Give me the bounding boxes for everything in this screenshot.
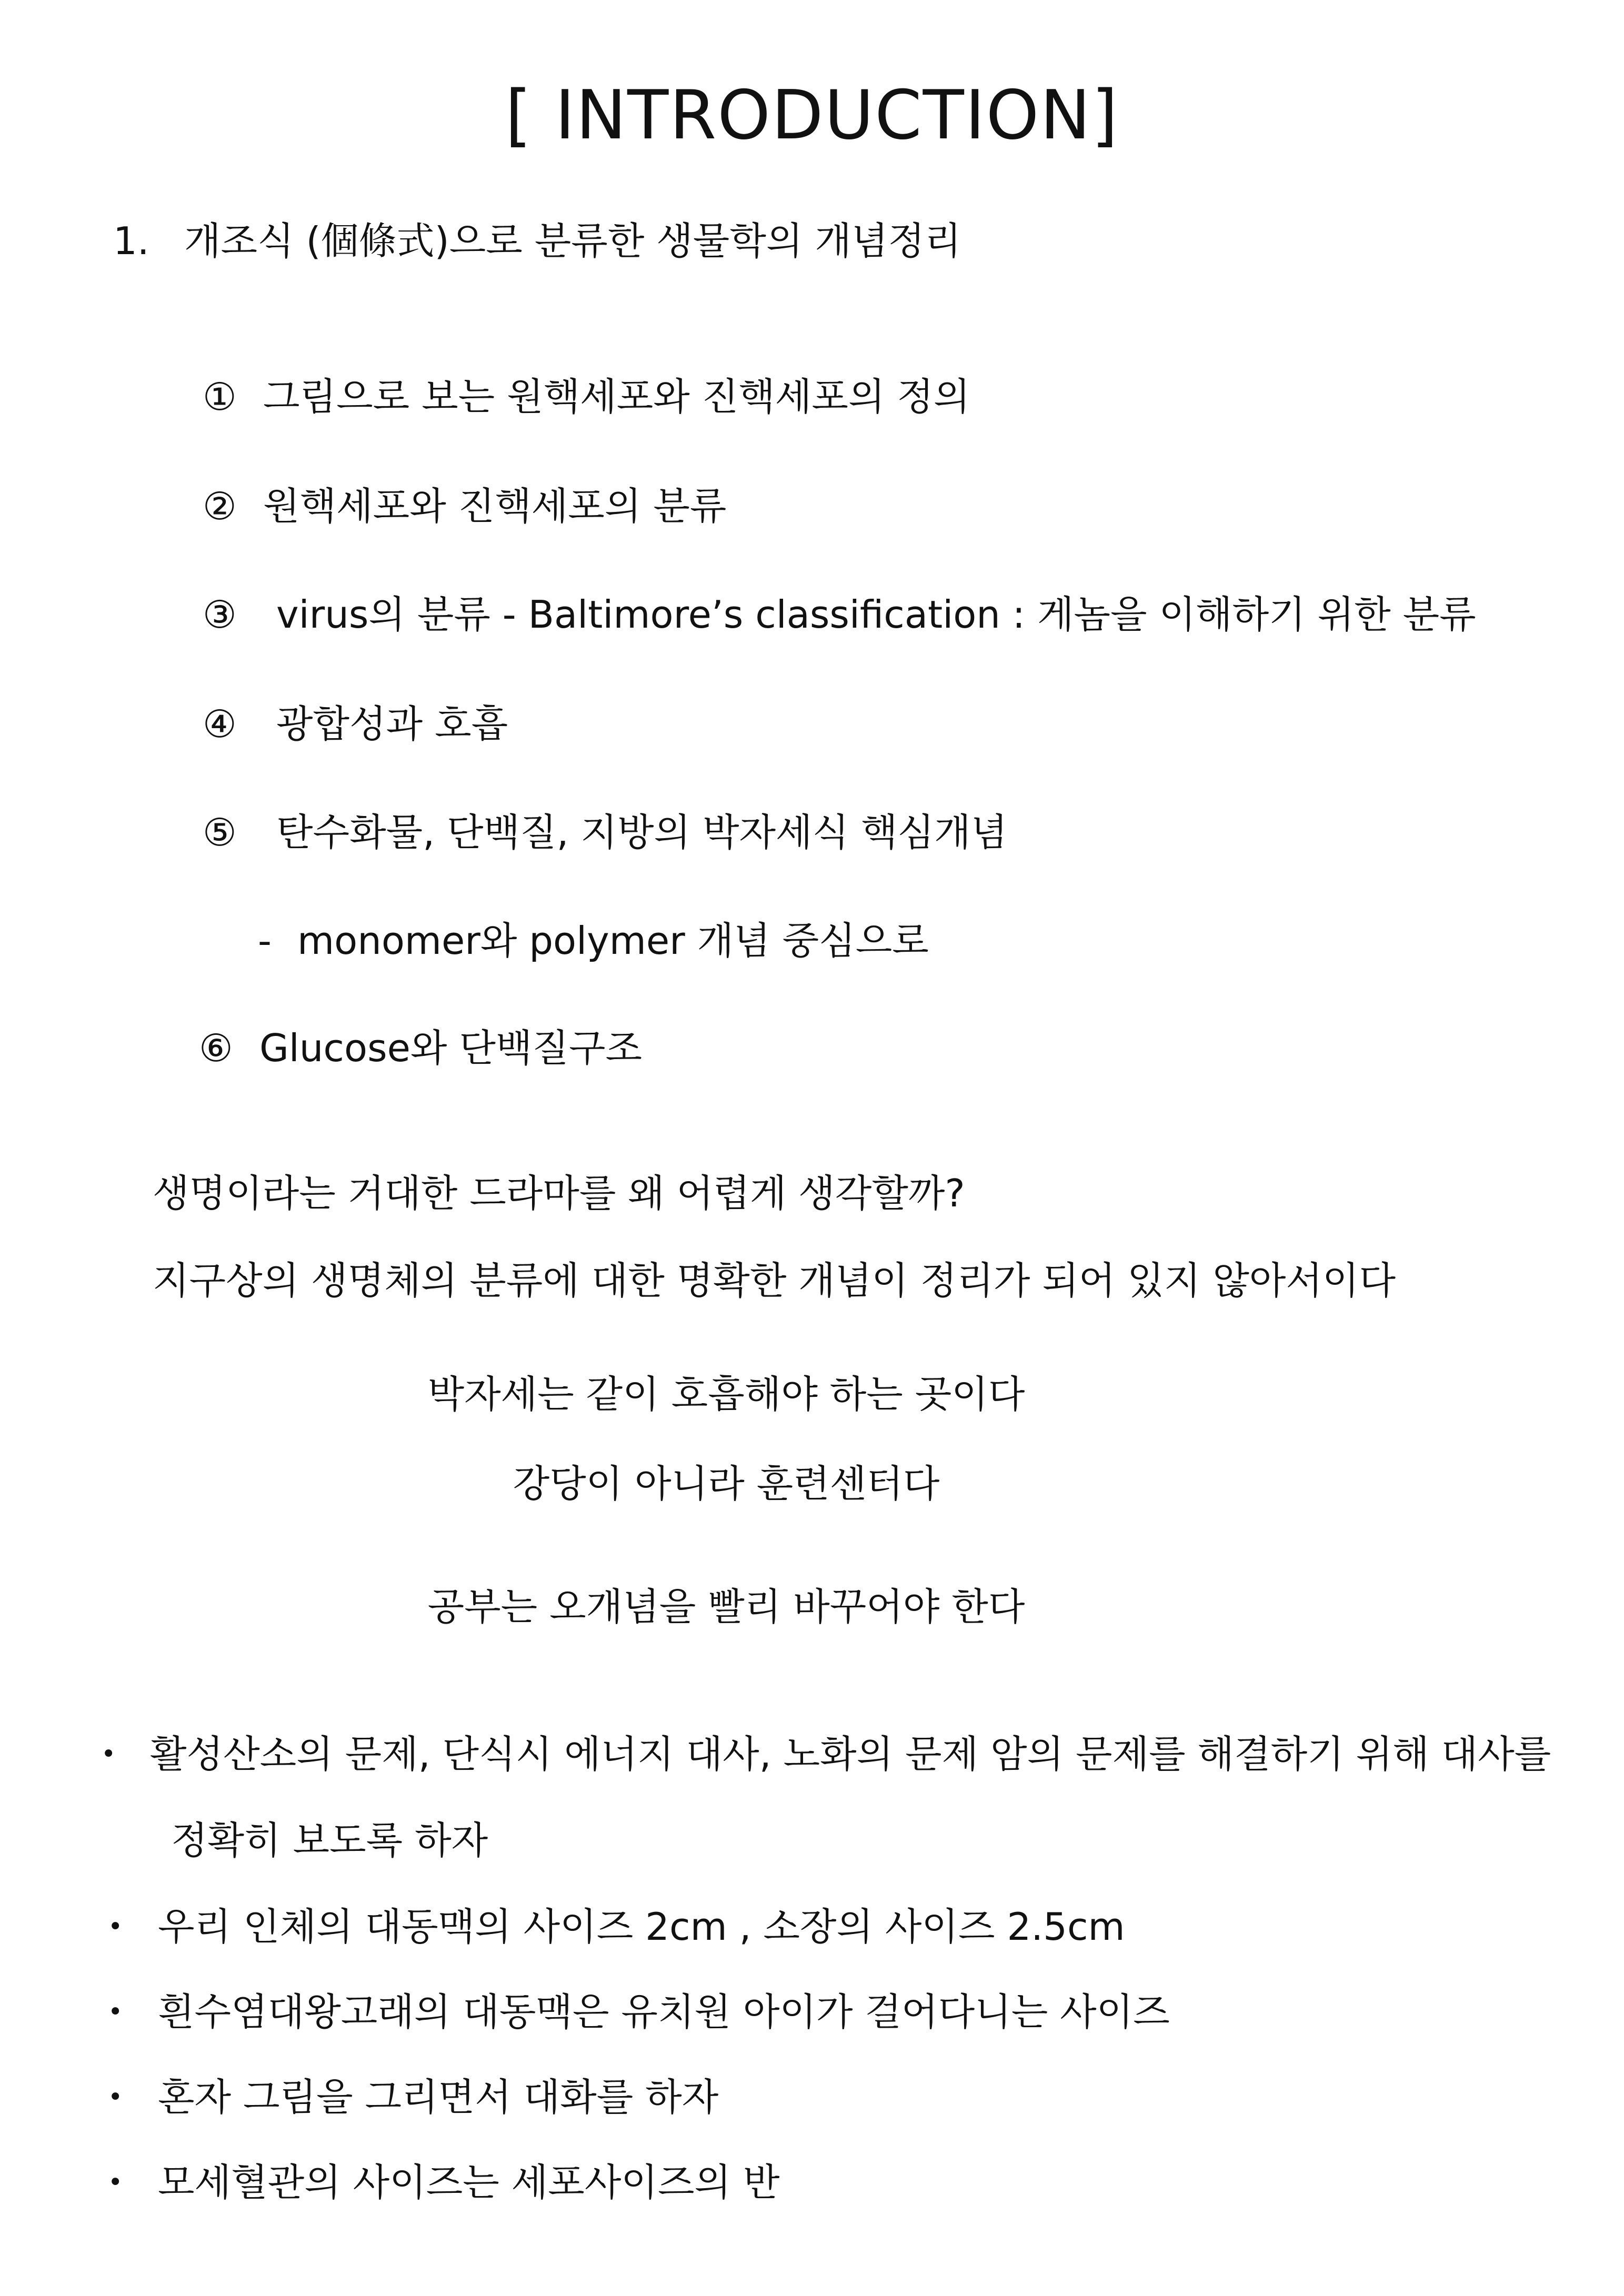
item-marker: ④ <box>203 702 237 746</box>
centered-statement: 공부는 오개념을 빨리 바꾸어야 한다 <box>427 1585 1025 1629</box>
list-item <box>203 370 970 423</box>
paragraph-line: 생명이라는 거대한 드라마를 왜 어렵게 생각할까? <box>153 1171 965 1215</box>
item-text: 탄수화물, 단백질, 지방의 박자세식 핵심개념 <box>276 810 1008 854</box>
bullet-text: 혼자 그림을 그리면서 대화를 하자 <box>158 2075 719 2119</box>
item-marker: ⑥ <box>199 1026 233 1070</box>
sub-item-marker: - <box>258 919 272 963</box>
paragraph-line: 지구상의 생명체의 분류에 대한 명확한 개념이 정리가 되어 있지 않아서이다 <box>153 1258 1396 1303</box>
centered-statement: 박자세는 같이 호흡해야 하는 곳이다 <box>427 1372 1025 1416</box>
bullet-text: 활성산소의 문제, 단식시 에너지 대사, 노화의 문제 암의 문제를 해결하기 위해 대사를 <box>150 1732 1551 1776</box>
list-item <box>203 806 1007 859</box>
item-marker: ② <box>203 484 237 528</box>
item-text: 광합성과 호흡 <box>276 702 508 746</box>
sub-item <box>258 914 929 967</box>
bullet-dot: • <box>108 2168 123 2197</box>
centered-statement: 강당이 아니라 훈련센터다 <box>513 1462 940 1506</box>
page-title: [ INTRODUCTION] <box>505 76 1119 155</box>
bullet-text: 흰수염대왕고래의 대동맥은 유치원 아이가 걸어다니는 사이즈 <box>158 1990 1170 2034</box>
section-number: 1. <box>113 219 149 263</box>
sub-item-text: monomer와 polymer 개념 중심으로 <box>297 919 929 963</box>
bullet-text-continuation: 정확히 보도록 하자 <box>171 1818 488 1862</box>
bullet-dot: • <box>108 1912 123 1941</box>
section-heading-text: 개조식 (個條式)으로 분류한 생물학의 개념정리 <box>184 219 961 263</box>
item-marker: ① <box>203 375 237 419</box>
item-marker: ③ <box>203 592 237 637</box>
item-text: 원핵세포와 진핵세포의 분류 <box>263 484 727 528</box>
list-item <box>199 1022 642 1074</box>
list-item <box>203 588 1476 641</box>
bullet-dot: • <box>108 1997 123 2027</box>
bullet-dot: • <box>108 2082 123 2112</box>
item-text: Glucose와 단백질구조 <box>259 1026 643 1070</box>
bullet-text: 우리 인체의 대동맥의 사이즈 2cm , 소장의 사이즈 2.5cm <box>158 1905 1125 1949</box>
item-marker: ⑤ <box>203 810 237 854</box>
section-heading <box>113 215 961 267</box>
list-item <box>203 480 726 532</box>
item-text: 그림으로 보는 원핵세포와 진핵세포의 정의 <box>263 375 970 419</box>
list-item <box>203 698 508 750</box>
bullet-dot: • <box>101 1739 116 1769</box>
item-text: virus의 분류 - Baltimore’s classification : 게놈을 이해하기 위한 분류 <box>276 592 1476 637</box>
bullet-text: 모세혈관의 사이즈는 세포사이즈의 반 <box>158 2160 780 2204</box>
